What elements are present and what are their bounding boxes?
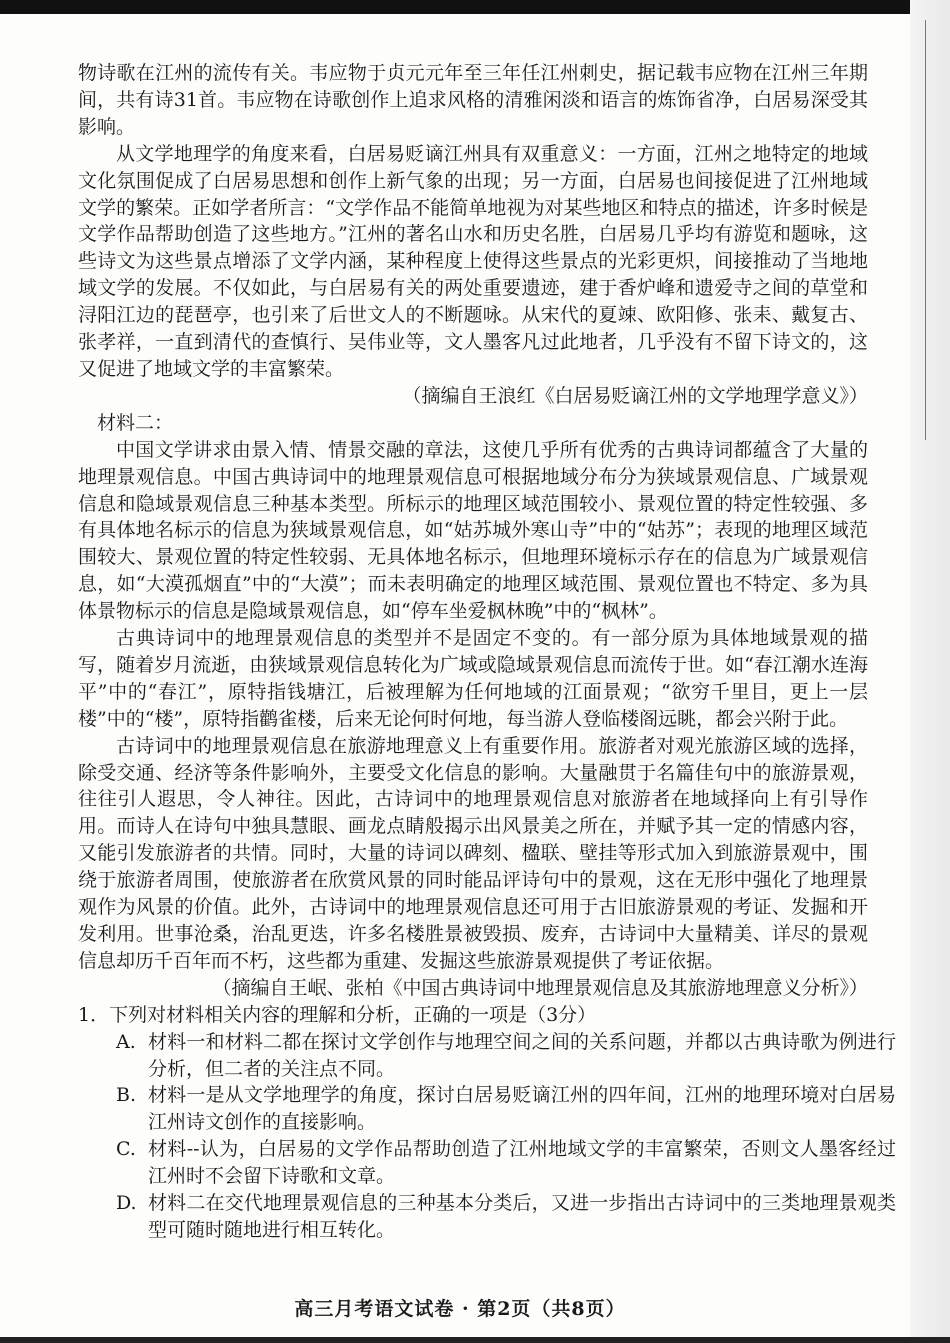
option-letter: C. (116, 1138, 136, 1161)
option-text: 材料二在交代地理景观信息的三种基本分类后，又进一步指出古诗词中的三类地理景观类型可随时随地进行相互转化。 (148, 1192, 896, 1241)
option-letter: D. (116, 1192, 137, 1215)
material2-heading: 材料二： (97, 411, 174, 434)
question-1-stem: 1．下列对材料相关内容的理解和分析，正确的一项是（3分） (78, 1003, 597, 1026)
page-footer: 高三月考语文试卷 · 第2页（共8页） (294, 1298, 626, 1320)
question-1-option-a (116, 1029, 896, 1083)
material2-paragraph-3: 古诗词中的地理景观信息在旅游地理意义上有重要作用。旅游者对观光旅游区域的选择，除受交通、经济等条件影响外，主要受文化信息的影响。大量融贯于名篇佳句中的旅游景观，往往引人遐思，令人神往。因此，古诗词中的地理景观信息对旅游者在地域择向上有引导作用。而诗人在诗句中独具慧眼、画龙点睛般揭示出风景美之所在，并赋予其一定的情感内容，又能引发旅游者的共情。同时，大量的诗词以碑刻、楹联、壁挂等形式加入到旅游景观中，围绕于旅游者周围，使旅游者在欣赏风景的同时能品评诗句中的景观，这在无形中强化了地理景观作为风景的价值。此外，古诗词中的地理景观信息还可用于古旧旅游景观的考证、发掘和开发利用。世事沧桑，治乱更迭，许多名楼胜景被毁损、废弃，古诗词中大量精美、详尽的景观信息却历千百年而不朽，这些都为重建、发掘这些旅游景观提供了考证依据。 (78, 734, 868, 972)
question-1-option-c (116, 1136, 896, 1190)
page-content (78, 60, 896, 1244)
option-text: 材料一是从文学地理学的角度，探讨白居易贬谪江州的四年间，江州的地理环境对白居易江州诗文创作的直接影响。 (148, 1084, 896, 1134)
option-text: 材料一和材料二都在探讨文学创作与地理空间之间的关系问题，并都以古典诗歌为例进行分析，但二者的关注点不同。 (148, 1030, 896, 1080)
option-letter: B. (116, 1084, 137, 1107)
scan-right-edge (910, 0, 950, 1343)
material2-source: （摘编自王岷、张柏《中国古典诗词中地理景观信息及其旅游地理意义分析》） (212, 976, 868, 999)
question-1-option-d (116, 1190, 896, 1244)
option-letter: A. (116, 1030, 136, 1053)
material1-source: （摘编自王浪红《白居易贬谪江州的文学地理学意义》） (402, 384, 868, 407)
scan-bottom-edge (0, 1337, 950, 1343)
option-text: 材料--认为，白居易的文学作品帮助创造了江州地域文学的丰富繁荣，否则文人墨客经过江州时不会留下诗歌和文章。 (148, 1138, 896, 1188)
material1-paragraph: 从文学地理学的角度来看，白居易贬谪江州具有双重意义：一方面，江州之地特定的地域文化氛围促成了白居易思想和创作上新气象的出现；另一方面，白居易也间接促进了江州地域文学的繁荣。正如学者所言：“文学作品不能简单地视为对某些地区和特点的描述，许多时候是文学作品帮助创造了这些地方。”江州的著名山水和历史名胜，白居易几乎均有游览和题咏，这些诗文为这些景点增添了文学内涵，某种程度上使得这些景点的光彩更炽，间接推动了当地地域文学的发展。不仅如此，与白居易有关的两处重要遗迹，建于香炉峰和遗爱寺之间的草堂和浔阳江边的琵琶亭，也引来了后世文人的不断题咏。从宋代的夏竦、欧阳修、张耒、戴复古、张孝祥，一直到清代的查慎行、吴伟业等，文人墨客凡过此地者，几乎没有不留下诗文的，这又促进了地域文学的丰富繁荣。 (78, 142, 868, 380)
scan-fold-line (925, 20, 926, 440)
material1-paragraph-continued: 物诗歌在江州的流传有关。韦应物于贞元元年至三年任江州刺史，据记载韦应物在江州三年期间，共有诗31首。韦应物在诗歌创作上追求风格的清雅闲淡和语言的炼饰省净，白居易深受其影响。 (78, 62, 868, 138)
material2-paragraph-1: 中国文学讲求由景入情、情景交融的章法，这使几乎所有优秀的古典诗词都蕴含了大量的地理景观信息。中国古典诗词中的地理景观信息可根据地域分布分为狭域景观信息、广域景观信息和隐域景观信息三种基本类型。所标示的地理区域范围较小、景观位置的特定性较强、多有具体地名标示的信息为狭域景观信息，如“姑苏城外寒山寺”中的“姑苏”；表现的地理区域范围较大、景观位置的特定性较弱、无具体地名标示，但地理环境标示存在的信息为广域景观信息，如“大漠孤烟直”中的“大漠”；而未表明确定的地理区域范围、景观位置也不特定、多为具体景物标示的信息是隐域景观信息，如“停车坐爱枫林晚”中的“枫林”。 (78, 438, 868, 623)
scan-top-edge (0, 0, 950, 14)
question-1-option-b (116, 1082, 896, 1136)
material2-paragraph-2: 古典诗词中的地理景观信息的类型并不是固定不变的。有一部分原为具体地域景观的描写，随着岁月流逝，由狭域景观信息转化为广域或隐域景观信息而流传于世。如“春江潮水连海平”中的“春江”，原特指钱塘江，后被理解为任何地域的江面景观；“欲穷千里目，更上一层楼”中的“楼”，原特指鹳雀楼，后来无论何时何地，每当游人登临楼阁远眺，都会兴附于此。 (78, 627, 868, 730)
